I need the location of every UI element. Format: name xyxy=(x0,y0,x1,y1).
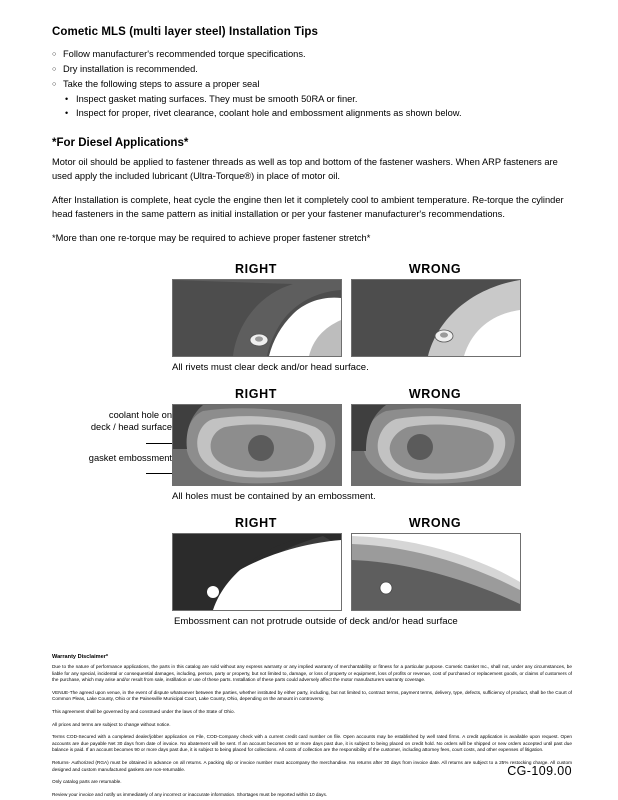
section-heading-diesel: *For Diesel Applications* xyxy=(52,137,189,149)
list-item xyxy=(52,77,572,120)
figure-right-embossment xyxy=(172,387,340,486)
installation-tips-list xyxy=(52,47,572,120)
figure-image-right-embossment xyxy=(172,404,342,486)
figure-image-right-rivets xyxy=(172,279,342,357)
figure-row-embossment xyxy=(88,386,572,486)
warranty-paragraph: All prices and terms are subject to change without notice. xyxy=(52,721,171,727)
warranty-paragraph: Due to the nature of performance applications, the parts in this catalog are sold without any express warranty or any implied warranty of merchantability or fitness for a particular purpose. Cometic Gasket Inc., shall not, under any circumstances, be liable for any special, incidental or consequential damages, including, person, party or property, but not limited to, damage, or loss of property or equipment, loss of profits or revenue, cost of purchased or replacement goods, or claims of customers of the purchase, which may arise and/or result from sale, instillation or use of these parts. Installation of these parts could adversely affect the motor manufacturers warranty coverage. xyxy=(52,663,572,683)
embossment-wrong-diagram xyxy=(352,405,520,485)
figure-label-right: RIGHT xyxy=(235,261,277,276)
embossment-right-diagram xyxy=(173,405,341,485)
warranty-paragraph: Returns- Authorized (RGA) must be obtained in advance on all returns. A packing slip or invoice number must accompany the merchandise. No returns after 30 days from invoice date. All returns are subject to a 25% restocking charge. All custom designed and custom manufactured gaskets are non-returnable. xyxy=(52,759,572,772)
list-item: ○ Dry installation is recommended. xyxy=(52,62,572,76)
list-item-label: Take the following steps to assure a proper seal xyxy=(63,79,260,89)
warranty-heading: Warranty Disclaimer* xyxy=(52,653,109,660)
figure-right-rivets xyxy=(172,262,340,357)
figure-label-wrong: WRONG xyxy=(408,515,462,530)
list-item: • Inspect for proper, rivet clearance, coolant hole and embossment alignments as shown below. xyxy=(63,106,572,120)
figure-caption-embossment: All holes must be contained by an embossment. xyxy=(172,490,376,502)
figure-caption-protrusion: Embossment can not protrude outside of deck and/or head surface xyxy=(174,615,458,627)
figure-group xyxy=(52,262,572,628)
warranty-paragraph: Review your invoice and notify us immediately of any incorrect or inaccurate information. Shortages must be reported within 10 days. xyxy=(52,791,328,797)
installation-sub-list xyxy=(63,92,572,120)
paragraph-motor-oil: Motor oil should be applied to fastener threads as well as top and bottom of the fastener washers. When ARP fasteners are used apply the included lubricant (Ultra-Torque®) in place of motor oil. xyxy=(52,157,558,181)
rivet-wrong-diagram xyxy=(352,280,520,356)
callout-gasket-embossment: gasket embossment xyxy=(88,452,172,463)
figure-label-right: RIGHT xyxy=(235,386,277,401)
warranty-paragraph: Terms COD-Secured with a completed dealer/jobber application on File, COD-Company check with a current credit card number on file. Open accounts may be established by well rated firms. A credit application is available upon request. Open accounts are due payable Net 30 days from date of invoice. No abatement will be sent. If an account becomes 60 or more days past due, it is subject to being placed on credit hold. No orders will be shipped or new orders accepted until past due balance is paid. If an account becomes 90 or more days past due, it is subject to being placed for collections. All costs of collection are the responsibility of the customer, including attorney fees, court costs, and other expenses of litigation. xyxy=(52,734,572,753)
figure-image-wrong-protrusion xyxy=(351,533,521,611)
figure-caption-rivets: All rivets must clear deck and/or head surface. xyxy=(172,361,369,373)
figure-wrong-embossment xyxy=(351,387,519,486)
figure-row-protrusion xyxy=(172,516,572,611)
figure-label-wrong: WRONG xyxy=(408,386,462,401)
protrusion-right-diagram xyxy=(173,534,341,610)
page-title: Cometic MLS (multi layer steel) Installation Tips xyxy=(52,26,319,38)
list-item: • Inspect gasket mating surfaces. They must be smooth 50RA or finer. xyxy=(63,92,572,106)
figure-callouts xyxy=(50,409,172,465)
rivet-right-diagram xyxy=(173,280,341,356)
callout-coolant-hole xyxy=(50,409,172,434)
warranty-paragraph: VENUE-The agreed upon venue, in the event of dispute whatsoever between the parties, whether instituted by either party, including, but not limited to, contract terms, payment terms, delivery, type, defects, sufficiency of product, shall be the Court of Common Pleas, Lake County, Ohio or the Painesville Municipal Court, Lake County, Ohio, depending on the amount in controversy. xyxy=(52,689,572,702)
figure-label-right: RIGHT xyxy=(235,515,277,530)
figure-image-wrong-embossment xyxy=(351,404,521,486)
paragraph-retorque-note: *More than one re-torque may be required to achieve proper fastener stretch* xyxy=(52,233,371,244)
paragraph-heat-cycle: After Installation is complete, heat cycle the engine then let it completely cool to ambient temperature. Re-torque the cylinder head fasteners in the same pattern as initial installation or per your fastener manufacturer's recommendations. xyxy=(52,195,564,219)
figure-wrong-rivets xyxy=(351,262,519,357)
document-number: CG-109.00 xyxy=(507,764,572,778)
figure-image-wrong-rivets xyxy=(351,279,521,357)
callout-coolant-hole-line1: coolant hole on xyxy=(108,409,172,420)
warranty-paragraph: This agreement shall be governed by and construed under the laws of the State of Ohio. xyxy=(52,708,235,714)
warranty-paragraph: Only catalog parts are returnable. xyxy=(52,779,122,785)
figure-label-wrong: WRONG xyxy=(408,261,462,276)
protrusion-wrong-diagram xyxy=(352,534,520,610)
figure-wrong-protrusion xyxy=(351,516,519,611)
figure-right-protrusion xyxy=(172,516,340,611)
warranty-disclaimer xyxy=(52,654,572,798)
figure-image-right-protrusion xyxy=(172,533,342,611)
figure-row-rivets xyxy=(172,262,572,357)
list-item: ○ Follow manufacturer's recommended torque specifications. xyxy=(52,47,572,61)
callout-coolant-hole-line2: deck / head surface xyxy=(90,422,172,433)
